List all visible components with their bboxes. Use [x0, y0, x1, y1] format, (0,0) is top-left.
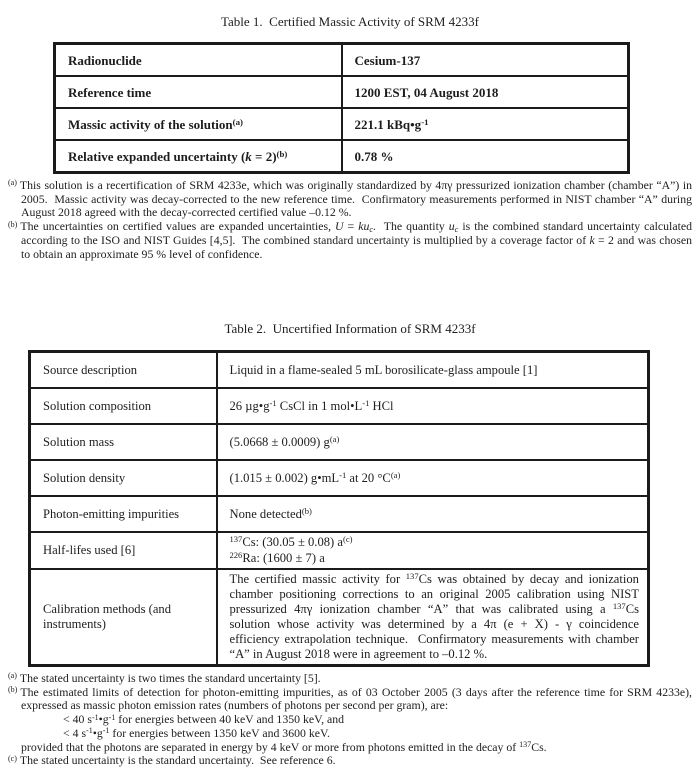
table2-row-value	[217, 532, 649, 569]
table2-row-value	[217, 569, 649, 666]
table1-row-value: 1200 EST, 04 August 2018	[342, 76, 629, 108]
table2-row-value	[217, 460, 649, 496]
footnote-text: This solution is a recertification of SRM 4233e, which was originally standardized by 4πγ pressurized ionization chamber (chamber “A”) in 2005. Massic activity was decay-corrected to the new reference time. Confirmatory measurements performed in NIST chamber “A” during August 2018 agreed with the decay-corrected certified value –0.12 %.	[19, 178, 695, 220]
table2-row-label: Solution density	[30, 460, 217, 496]
value-line: 26 $\mu g•g^{-1}$ CsCl in 1 $mol•L^{-1}$ HCl	[229, 397, 394, 413]
footnote-text: The stated uncertainty is two times the standard uncertainty [5].	[19, 671, 321, 686]
table-row	[55, 76, 629, 108]
value-line: None detected$^{(b)}$	[229, 505, 312, 521]
table2-uncertified-information	[28, 350, 650, 667]
table1-footnotes	[8, 178, 695, 261]
table1-row-label: Radionuclide	[55, 44, 342, 77]
value-line: (5.0668 ± 0.0009) $g^{(a)}$	[229, 433, 340, 449]
table1-row-label: Reference time	[55, 76, 342, 108]
table-row	[30, 388, 649, 424]
footnote-a	[8, 672, 692, 686]
table1-row-label: Relative expanded uncertainty (k = 2)$^{(b)}$	[55, 140, 342, 173]
table2-row-value	[217, 424, 649, 460]
footnote-text: The stated uncertainty is the standard uncertainty. See reference 6.	[19, 753, 336, 768]
table2-row-label: Source description	[30, 352, 217, 389]
table2-row-label: Photon-emitting impurities	[30, 496, 217, 532]
table2-row-value	[217, 352, 649, 389]
footnote-marker: (a)	[8, 178, 17, 188]
footnote-marker: (a)	[8, 671, 17, 681]
table2-row-label: Solution mass	[30, 424, 217, 460]
table-row	[30, 424, 649, 460]
footnote-marker: (b)	[8, 219, 18, 229]
footnote-marker: (b)	[8, 685, 18, 695]
table-row	[30, 532, 649, 569]
footnote-text: The estimated limits of detection for photon-emitting impurities, as of 03 October 2005 (3 days after the reference time for SRM 4233e), expressed as massic photon emission rates (numbers of photons per second per gram), are:	[20, 684, 695, 713]
value-line: The certified massic activity for $^{137}$Cs was obtained by decay and ionization chamber positioning corrections to an original 2005 calibration using NIST pressurized 4πγ ionization chamber “A” that was calibrated using a $^{137}$Cs solution whose activity was determined by a 4π (e + X) - γ coincidence efficiency extrapolation technique. Confirmatory measurements with chamber “A” in August 2018 were in agreement to –0.12 %.	[229, 571, 643, 662]
value-line: $^{226}$Ra: (1600 ± 7) a	[229, 549, 325, 565]
table2-row-label: Solution composition	[30, 388, 217, 424]
table-row	[30, 569, 649, 666]
table2-row-value	[217, 388, 649, 424]
footnote-sub-line: < 4 $s^{-1}•g^{-1}$ for energies between 1350 keV and 3600 keV.	[63, 725, 330, 740]
table-row	[55, 140, 629, 173]
footnote-text: The uncertainties on certified values are expanded uncertainties, $U = ku_c$. The quantity $u_c$ is the combined standard uncertainty calculated according to the ISO and NIST Guides [4,5]. The combined standard uncertainty is multiplied by a coverage factor of k = 2 and was chosen to obtain an approximate 95 % level of confidence.	[20, 219, 695, 261]
table-row	[55, 44, 629, 77]
value-line: Liquid in a flame-sealed 5 mL borosilicate-glass ampoule [1]	[229, 362, 538, 377]
value-line: $^{137}$Cs: (30.05 ± 0.08) $a^{(c)}$	[229, 534, 353, 550]
table1-certified-massic-activity	[53, 42, 630, 174]
table2-row-value	[217, 496, 649, 532]
table1-row-value: 0.78 %	[342, 140, 629, 173]
table2-footnotes	[8, 671, 695, 768]
table2-row-label: Calibration methods (and instruments)	[30, 569, 217, 666]
footnote-a	[8, 178, 695, 220]
table2-title: Table 2. Uncertified Information of SRM 4233f	[224, 321, 476, 337]
footnote-b	[8, 219, 695, 261]
table-row	[30, 460, 649, 496]
table1-row-label: Massic activity of the solution$^{(a)}$	[55, 108, 342, 140]
footnote-c	[8, 754, 692, 768]
table1-title: Table 1. Certified Massic Activity of SRM 4233f	[221, 14, 479, 29]
footnote-continuation: provided that the photons are separated in energy by 4 keV or more from photons emitted in the decay of $^{137}$Cs.	[21, 739, 547, 754]
table1-row-value: 221.1 $kBq•g^{-1}$	[342, 108, 629, 140]
table1-row-value: Cesium-137	[342, 44, 629, 77]
footnote-sub-line: < 40 $s^{-1}•g^{-1}$ for energies between 40 keV and 1350 keV, and	[63, 712, 345, 727]
table-row	[30, 496, 649, 532]
table-row	[55, 108, 629, 140]
footnote-marker: (c)	[8, 753, 17, 763]
footnote-b	[8, 684, 695, 755]
value-line: (1.015 ± 0.002) $g•mL^{-1}$ at 20 $^\circ C^{(a)}$	[229, 469, 401, 485]
table-row	[30, 352, 649, 389]
table2-row-label: Half-lifes used [6]	[30, 532, 217, 569]
